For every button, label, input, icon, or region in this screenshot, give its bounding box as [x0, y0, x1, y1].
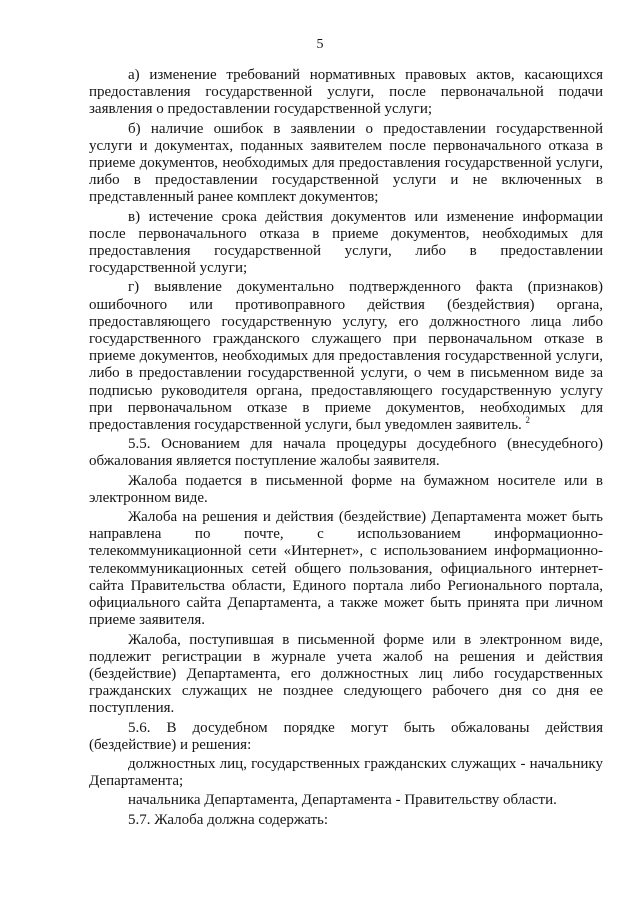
- paragraph-item-b: б) наличие ошибок в заявлении о предоставлении государственной услуги и документах, поданных заявителем после первоначального отказа в приеме документов, необходимых для предоставления государственной услуги, либо в предоставлении государственной услуги и не включенных в представленный ранее комплект документов;: [89, 120, 603, 206]
- paragraph-section-5-5: 5.5. Основанием для начала процедуры досудебного (внесудебного) обжалования является поступление жалобы заявителя.: [89, 436, 603, 470]
- paragraph-appeal-officials: должностных лиц, государственных гражданских служащих - начальнику Департамента;: [89, 755, 603, 790]
- page-number: 5: [316, 37, 324, 52]
- paragraph-section-5-6: 5.6. В досудебном порядке могут быть обжалованы действия (бездействие) и решения:: [89, 719, 603, 753]
- paragraph-item-g-text: г) выявление документально подтвержденного факта (признаков) ошибочного или противоправного действия (бездействия) органа, предоставляющего государственную услугу, его должностного лица либо государственного гражданского служащего при первоначальном отказе в приеме документов, необходимых для предоставления государственной услуги, либо в предоставлении государственной услуги, о чем в письменном виде за подписью руководителя органа, предоставляющего государственную услугу при первоначальном отказе в приеме документов, необходимых для предоставления государственной услуги, был уведомлен заявитель.: [89, 279, 603, 434]
- paragraph-complaint-channels: Жалоба на решения и действия (бездействие) Департамента может быть направлена по почте, с использованием информационно-телекоммуникационной сети «Интернет», с использованием информационно-телекоммуникационных сетей общего пользования, официального интернет-сайта Правительства области, Единого портала либо Регионального портала, официального сайта Департамента, а также может быть принята при личном приеме заявителя.: [89, 509, 603, 629]
- paragraph-complaint-registration: Жалоба, поступившая в письменной форме или в электронном виде, подлежит регистрации в журнале учета жалоб на решения и действия (бездействие) Департамента, его должностных лиц либо государственных гражданских служащих не позднее следующего рабочего дня со дня ее поступления.: [89, 631, 603, 717]
- footnote-marker: 2: [525, 415, 531, 426]
- paragraph-item-v: в) истечение срока действия документов или изменение информации после первоначального отказа в приеме документов, необходимых для предоставления государственной услуги, либо в предоставлении государственной услуги;: [89, 208, 603, 277]
- document-body: [89, 67, 603, 829]
- paragraph-section-5-7: 5.7. Жалоба должна содержать:: [128, 811, 329, 828]
- paragraph-item-g: [89, 279, 603, 434]
- paragraph-complaint-form: Жалоба подается в письменной форме на бумажном носителе или в электронном виде.: [89, 472, 603, 506]
- paragraph-appeal-head: начальника Департамента, Департамента - Правительству области.: [128, 792, 557, 809]
- paragraph-item-a: а) изменение требований нормативных правовых актов, касающихся предоставления государственной услуги, после первоначальной подачи заявления о предоставлении государственной услуги;: [89, 67, 603, 118]
